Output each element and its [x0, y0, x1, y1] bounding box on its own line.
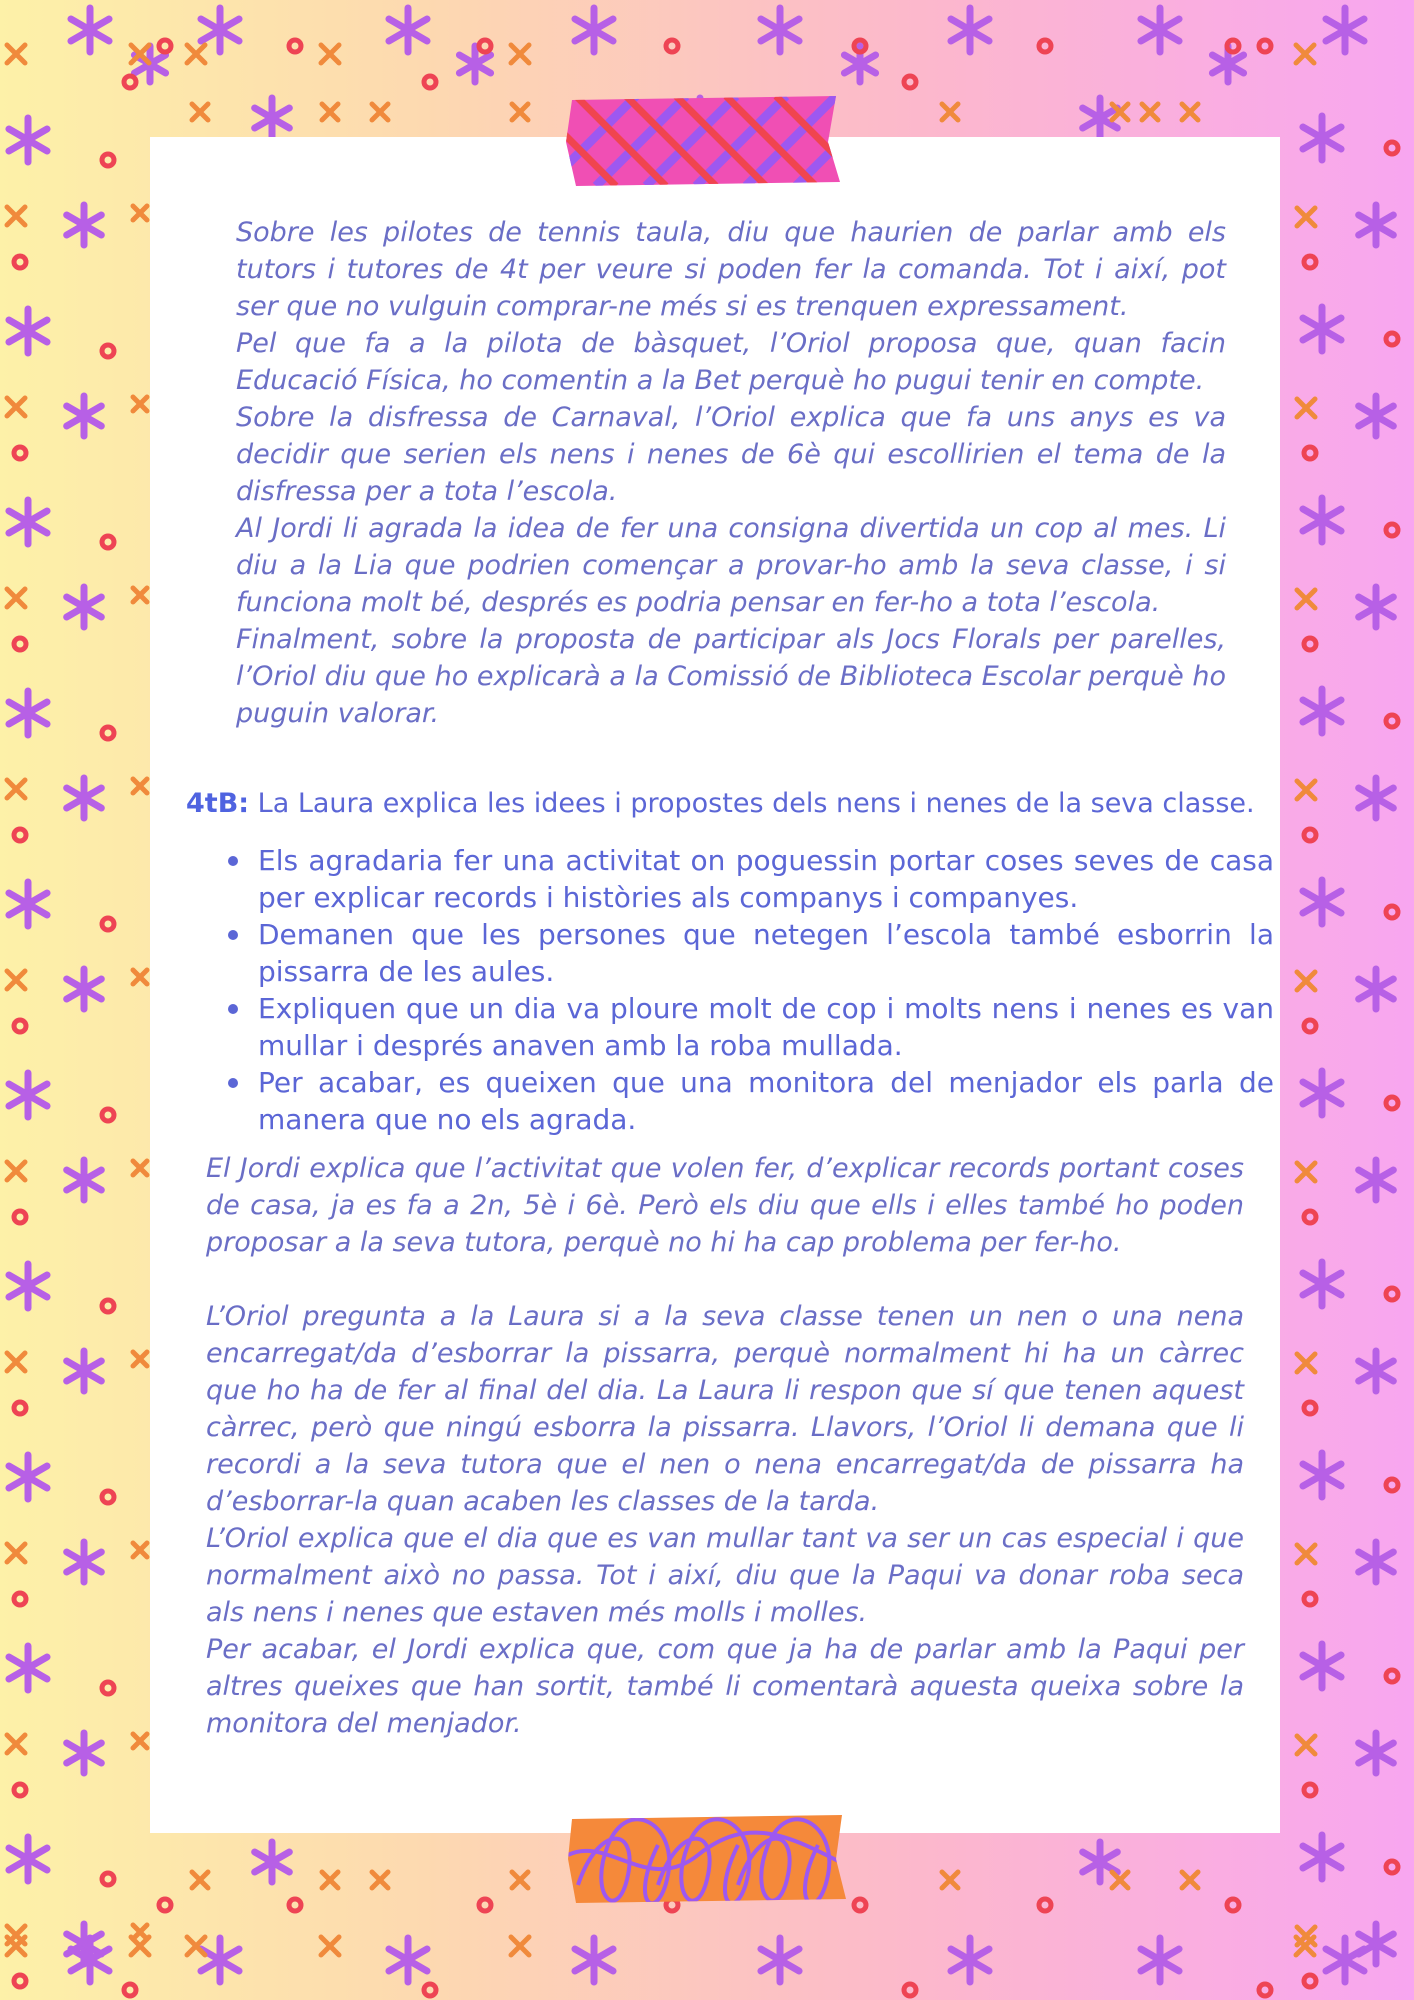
- star-icon: [1359, 1160, 1394, 1200]
- star-icon: [9, 500, 47, 544]
- cross-icon: [512, 1872, 528, 1888]
- cross-icon: [322, 1872, 338, 1888]
- proposal-list: [228, 842, 1274, 1138]
- dot-icon: [14, 1593, 26, 1605]
- star-icon: [67, 1160, 102, 1200]
- dot-icon: [1304, 1593, 1316, 1605]
- dot-icon: [102, 154, 114, 166]
- cross-icon: [133, 1543, 147, 1557]
- cross-icon: [1297, 972, 1315, 990]
- list-item: Expliquen que un dia va ploure molt de cop i molts nens i nenes es van mullar i després anaven amb la roba mullada.: [258, 990, 1274, 1064]
- cross-icon: [133, 1925, 147, 1939]
- cross-icon: [1297, 1545, 1315, 1563]
- paragraph-slogan: Al Jordi li agrada la idea de fer una consigna divertida un cop al mes. Li diu a la Lia que podrien començar a provar-ho amb la seva classe, i si funciona molt bé, després es podria pensar en fer-ho a tota l’escola.: [236, 513, 1226, 618]
- cross-icon: [1297, 399, 1315, 417]
- intro-paragraphs: [236, 214, 1226, 732]
- dot-icon: [854, 1899, 866, 1911]
- cross-icon: [7, 780, 25, 798]
- bullet-dot-icon: [228, 930, 238, 940]
- dot-icon: [904, 76, 916, 88]
- star-icon: [1359, 778, 1394, 818]
- star-icon: [67, 1351, 102, 1391]
- star-icon: [1303, 498, 1341, 542]
- star-icon: [9, 1073, 47, 1117]
- dot-icon: [1386, 1670, 1398, 1682]
- star-icon: [575, 8, 613, 52]
- cross-icon: [1297, 1736, 1315, 1754]
- bullet-dot-icon: [228, 1078, 238, 1088]
- response-activity: [206, 1150, 1244, 1261]
- star-icon: [9, 1264, 47, 1308]
- star-icon: [1326, 1938, 1364, 1982]
- dot-icon: [102, 1109, 114, 1121]
- cross-icon: [322, 104, 338, 120]
- star-icon: [1359, 969, 1394, 1009]
- cross-icon: [512, 104, 528, 120]
- cross-icon: [372, 104, 388, 120]
- dot-icon: [14, 829, 26, 841]
- dot-icon: [1259, 1984, 1271, 1996]
- star-icon: [761, 8, 799, 52]
- dot-icon: [289, 1899, 301, 1911]
- star-icon: [1303, 116, 1341, 160]
- dot-icon: [102, 727, 114, 739]
- dot-icon: [14, 447, 26, 459]
- star-icon: [9, 1837, 47, 1881]
- star-icon: [1359, 587, 1394, 627]
- cross-icon: [321, 45, 339, 63]
- cross-icon: [133, 588, 147, 602]
- star-icon: [67, 969, 102, 1009]
- star-icon: [951, 1938, 989, 1982]
- list-item: Els agradaria fer una activitat on poguessin portar coses seves de casa per explicar records i històries als companys i companyes.: [258, 842, 1274, 916]
- star-icon: [67, 1733, 102, 1773]
- cross-icon: [1296, 45, 1314, 63]
- star-icon: [1359, 1924, 1394, 1964]
- dot-icon: [102, 1873, 114, 1885]
- cross-icon: [133, 1352, 147, 1366]
- dot-icon: [1386, 142, 1398, 154]
- cross-icon: [1182, 1872, 1198, 1888]
- dot-icon: [14, 1020, 26, 1032]
- cross-icon: [321, 1937, 339, 1955]
- star-icon: [9, 1646, 47, 1690]
- star-icon: [1359, 205, 1394, 245]
- dot-icon: [1304, 1784, 1316, 1796]
- cross-icon: [1142, 104, 1158, 120]
- cross-icon: [7, 1937, 25, 1955]
- section-intro: La Laura explica les idees i propostes dels nens i nenes de la seva classe.: [257, 788, 1255, 819]
- star-icon: [1303, 1835, 1341, 1879]
- dot-icon: [14, 256, 26, 268]
- star-icon: [201, 1938, 239, 1982]
- dot-icon: [124, 76, 136, 88]
- washi-tape-top: [566, 96, 842, 186]
- dot-icon: [424, 1984, 436, 1996]
- bullet-dot-icon: [228, 856, 238, 866]
- dot-icon: [1304, 1975, 1316, 1987]
- dot-icon: [479, 1899, 491, 1911]
- star-icon: [1326, 8, 1364, 52]
- star-icon: [1303, 689, 1341, 733]
- dot-icon: [1304, 256, 1316, 268]
- dot-icon: [1386, 1861, 1398, 1873]
- dot-icon: [1259, 40, 1271, 52]
- paragraph-dining-monitor: Per acabar, el Jordi explica que, com que ja ha de parlar amb la Paqui per altres queixes que han sortit, també li comentarà aquesta queixa sobre la monitora del menjador.: [206, 1634, 1244, 1739]
- star-icon: [9, 1455, 47, 1499]
- star-icon: [255, 1842, 290, 1882]
- star-icon: [9, 691, 47, 735]
- cross-icon: [942, 1872, 958, 1888]
- star-icon: [67, 1542, 102, 1582]
- dot-icon: [1386, 524, 1398, 536]
- cross-icon: [133, 779, 147, 793]
- cross-icon: [1297, 1354, 1315, 1372]
- list-item: Per acabar, es queixen que una monitora del menjador els parla de manera que no els agrada.: [258, 1064, 1274, 1138]
- star-icon: [761, 1938, 799, 1982]
- dot-icon: [1039, 40, 1051, 52]
- section-heading-4tb: [186, 785, 1255, 822]
- cross-icon: [133, 397, 147, 411]
- dot-icon: [904, 1984, 916, 1996]
- dot-icon: [479, 40, 491, 52]
- cross-icon: [1297, 590, 1315, 608]
- dot-icon: [1386, 1288, 1398, 1300]
- star-icon: [1083, 1842, 1118, 1882]
- dot-icon: [1386, 1479, 1398, 1491]
- star-icon: [1303, 880, 1341, 924]
- dot-icon: [14, 1784, 26, 1796]
- star-icon: [67, 205, 102, 245]
- star-icon: [951, 8, 989, 52]
- star-icon: [1303, 1071, 1341, 1115]
- star-icon: [9, 309, 47, 353]
- cross-icon: [7, 971, 25, 989]
- dot-icon: [159, 40, 171, 52]
- dot-icon: [102, 1300, 114, 1312]
- cross-icon: [1182, 104, 1198, 120]
- cross-icon: [1297, 208, 1315, 226]
- dot-icon: [1304, 829, 1316, 841]
- dot-icon: [1386, 906, 1398, 918]
- cross-icon: [7, 45, 25, 63]
- dot-icon: [102, 1491, 114, 1503]
- cross-icon: [131, 1937, 149, 1955]
- dot-icon: [14, 1211, 26, 1223]
- cross-icon: [7, 1162, 25, 1180]
- paragraph-jocs-florals: Finalment, sobre la proposta de participar als Jocs Florals per parelles, l’Oriol diu que ho explicarà a la Comissió de Biblioteca Escolar perquè ho puguin valorar.: [236, 624, 1226, 729]
- star-icon: [389, 8, 427, 52]
- cross-icon: [511, 1937, 529, 1955]
- cross-icon: [187, 45, 205, 63]
- dot-icon: [424, 76, 436, 88]
- section-label: 4tB:: [186, 788, 250, 819]
- dot-icon: [1227, 1899, 1239, 1911]
- dot-icon: [102, 918, 114, 930]
- star-icon: [1141, 1938, 1179, 1982]
- cross-icon: [7, 398, 25, 416]
- paragraph-records-activity: El Jordi explica que l’activitat que volen fer, d’explicar records portant coses de casa, ja es fa a 2n, 5è i 6è. Però els diu que ells i elles també ho poden proposar a la seva tutora, perquè no hi ha cap problema per fer-ho.: [206, 1153, 1244, 1258]
- dot-icon: [1386, 715, 1398, 727]
- paragraph-basketball: Pel que fa a la pilota de bàsquet, l’Oriol proposa que, quan facin Educació Física, ho comentin a la Bet perquè ho pugui tenir en compte.: [236, 328, 1226, 396]
- response-paragraphs: [206, 1298, 1244, 1742]
- paragraph-ping-pong: Sobre les pilotes de tennis taula, diu que haurien de parlar amb els tutors i tutores de 4t per veure si poden fer la comanda. Tot i així, pot ser que no vulguin comprar-ne més si es trenquen expressament.: [236, 217, 1226, 322]
- star-icon: [389, 1938, 427, 1982]
- cross-icon: [1112, 1872, 1128, 1888]
- dot-icon: [1386, 333, 1398, 345]
- dot-icon: [1039, 1899, 1051, 1911]
- dot-icon: [1304, 1020, 1316, 1032]
- star-icon: [67, 778, 102, 818]
- star-icon: [1359, 1542, 1394, 1582]
- dot-icon: [124, 1984, 136, 1996]
- dot-icon: [1304, 447, 1316, 459]
- cross-icon: [372, 1872, 388, 1888]
- paragraph-rain: L’Oriol explica que el dia que es van mullar tant va ser un cas especial i que normalment això no passa. Tot i així, diu que la Paqui va donar roba seca als nens i nenes que estaven més molls i molles.: [206, 1523, 1244, 1628]
- cross-icon: [133, 1734, 147, 1748]
- cross-icon: [7, 589, 25, 607]
- star-icon: [9, 118, 47, 162]
- paragraph-carnival: Sobre la disfressa de Carnaval, l’Oriol explica que fa uns anys es va decidir que serien els nens i nenes de 6è qui escollirien el tema de la disfressa per a tota l’escola.: [236, 402, 1226, 507]
- cross-icon: [133, 970, 147, 984]
- star-icon: [1303, 1453, 1341, 1497]
- cross-icon: [192, 104, 208, 120]
- star-icon: [1141, 8, 1179, 52]
- star-icon: [67, 587, 102, 627]
- dot-icon: [159, 1899, 171, 1911]
- star-icon: [1359, 1351, 1394, 1391]
- star-icon: [1303, 1644, 1341, 1688]
- dot-icon: [14, 1975, 26, 1987]
- cross-icon: [192, 1872, 208, 1888]
- dot-icon: [102, 536, 114, 548]
- dot-icon: [666, 40, 678, 52]
- dot-icon: [1304, 1211, 1316, 1223]
- dot-icon: [102, 1682, 114, 1694]
- dot-icon: [102, 345, 114, 357]
- star-icon: [1303, 307, 1341, 351]
- star-icon: [1303, 1262, 1341, 1306]
- paragraph-blackboard: L’Oriol pregunta a la Laura si a la seva classe tenen un nen o una nena encarregat/da d’esborrar la pissarra, perquè normalment hi ha un càrrec que ho ha de fer al final del dia. La Laura li respon que sí que tenen aquest càrrec, però que ningú esborra la pissarra. Llavors, l’Oriol li demana que li recordi a la seva tutora que el nen o nena encarregat/da de pissarra ha d’esborrar-la quan acaben les classes de la tarda.: [206, 1301, 1244, 1517]
- cross-icon: [133, 1161, 147, 1175]
- cross-icon: [7, 207, 25, 225]
- cross-icon: [1297, 1163, 1315, 1181]
- cross-icon: [1297, 781, 1315, 799]
- dot-icon: [14, 638, 26, 650]
- star-icon: [71, 8, 109, 52]
- dot-icon: [289, 40, 301, 52]
- star-icon: [67, 396, 102, 436]
- star-icon: [1359, 396, 1394, 436]
- dot-icon: [14, 1402, 26, 1414]
- cross-icon: [942, 104, 958, 120]
- cross-icon: [511, 45, 529, 63]
- star-icon: [9, 882, 47, 926]
- cross-icon: [7, 1735, 25, 1753]
- cross-icon: [7, 1353, 25, 1371]
- dot-icon: [1304, 638, 1316, 650]
- list-item: Demanen que les persones que netegen l’escola també esborrin la pissarra de les aules.: [258, 916, 1274, 990]
- star-icon: [255, 98, 290, 138]
- cross-icon: [133, 206, 147, 220]
- cross-icon: [7, 1544, 25, 1562]
- dot-icon: [1304, 1402, 1316, 1414]
- dot-icon: [1386, 1097, 1398, 1109]
- star-icon: [1359, 1733, 1394, 1773]
- washi-tape-bottom: [568, 1815, 846, 1903]
- star-icon: [575, 1938, 613, 1982]
- dot-icon: [1227, 40, 1239, 52]
- bullet-dot-icon: [228, 1004, 238, 1014]
